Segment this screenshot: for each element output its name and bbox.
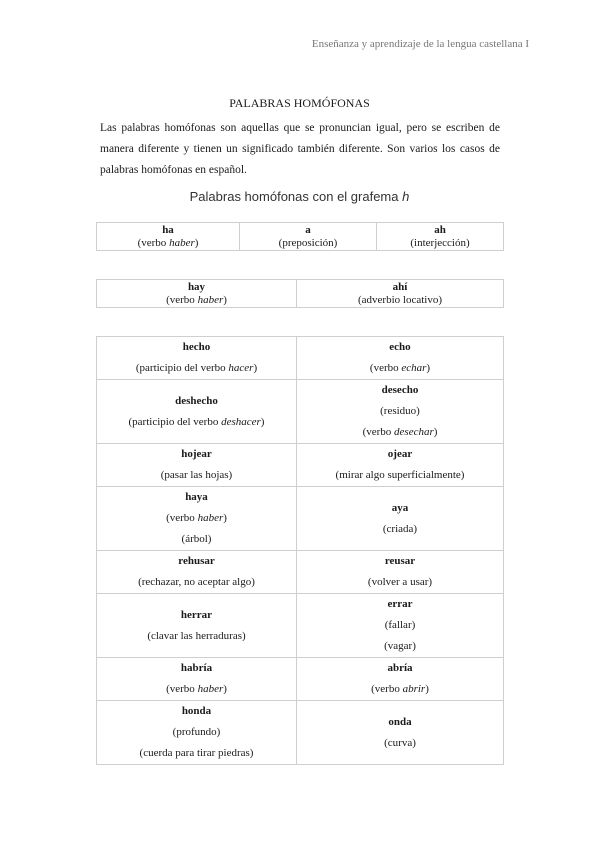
meaning-close: ) bbox=[260, 415, 265, 428]
table-cell bbox=[97, 658, 297, 701]
page-title: PALABRAS HOMÓFONAS bbox=[229, 96, 370, 110]
table-cell bbox=[97, 280, 297, 308]
section-subtitle bbox=[0, 189, 599, 204]
word: reusar bbox=[384, 555, 416, 567]
table-cell bbox=[97, 223, 240, 251]
meaning bbox=[97, 294, 296, 307]
meaning-close: ) bbox=[194, 236, 199, 249]
table-hay-ahi bbox=[96, 279, 504, 308]
word: hojear bbox=[181, 448, 212, 460]
meaning: (preposición) bbox=[278, 236, 338, 249]
meaning-verb: deshacer bbox=[221, 415, 261, 428]
running-header: Enseñanza y aprendizaje de la lengua castellana I bbox=[311, 38, 529, 50]
table-row bbox=[97, 487, 504, 551]
table-cell bbox=[97, 380, 297, 444]
meaning-text: (participio del verbo bbox=[128, 415, 222, 428]
table-cell bbox=[97, 701, 297, 765]
meaning-verb: haber bbox=[197, 512, 224, 524]
word: desecho bbox=[381, 384, 419, 396]
word: haya bbox=[185, 491, 208, 503]
table-row bbox=[97, 701, 504, 765]
table-cell bbox=[297, 658, 504, 701]
meaning-verb: echar bbox=[401, 362, 427, 374]
table-row bbox=[97, 658, 504, 701]
meaning bbox=[97, 237, 239, 250]
meaning-close: ) bbox=[253, 362, 258, 374]
meaning-text: (verbo bbox=[166, 683, 198, 695]
word: hay bbox=[187, 280, 206, 293]
table-cell bbox=[97, 487, 297, 551]
meaning: (árbol) bbox=[181, 533, 212, 545]
meaning: (adverbio locativo) bbox=[358, 293, 442, 306]
meaning bbox=[297, 422, 503, 443]
word: ojear bbox=[387, 448, 413, 460]
table-cell bbox=[297, 701, 504, 765]
word: ahí bbox=[392, 280, 408, 293]
word: ah bbox=[434, 223, 446, 236]
table-cell bbox=[297, 280, 504, 308]
meaning: (volver a usar) bbox=[367, 576, 433, 588]
meaning-close: ) bbox=[433, 426, 438, 438]
table-row bbox=[97, 223, 504, 251]
table-cell bbox=[97, 337, 297, 380]
subtitle-letter: h bbox=[402, 189, 410, 204]
meaning-close: ) bbox=[425, 683, 429, 695]
meaning: (curva) bbox=[384, 736, 416, 749]
meaning-verb: haber bbox=[197, 683, 224, 695]
meaning-verb: haber bbox=[169, 236, 195, 249]
table-cell bbox=[240, 223, 377, 251]
meaning-verb: abrir bbox=[402, 683, 426, 695]
table-row bbox=[97, 380, 504, 444]
meaning: (pasar las hojas) bbox=[160, 469, 233, 481]
table-cell bbox=[297, 594, 504, 658]
word: onda bbox=[388, 715, 412, 728]
meaning bbox=[297, 679, 503, 700]
meaning-text: (verbo bbox=[369, 362, 402, 374]
word: echo bbox=[389, 341, 411, 353]
table-row bbox=[97, 280, 504, 308]
table-homophones-h bbox=[96, 336, 504, 765]
table-cell bbox=[297, 444, 504, 487]
meaning-text: (verbo bbox=[371, 683, 403, 695]
meaning bbox=[97, 679, 296, 700]
table-row bbox=[97, 551, 504, 594]
meaning-text: (verbo bbox=[137, 236, 170, 249]
word: ha bbox=[162, 223, 174, 236]
word: deshecho bbox=[175, 394, 218, 407]
meaning: (criada) bbox=[382, 522, 418, 535]
word: errar bbox=[387, 598, 413, 610]
meaning: (profundo) bbox=[172, 726, 221, 738]
meaning bbox=[97, 412, 296, 433]
meaning bbox=[97, 358, 296, 379]
meaning: (fallar) bbox=[384, 619, 416, 631]
meaning-verb: desechar bbox=[394, 426, 434, 438]
meaning-close: ) bbox=[223, 512, 227, 524]
meaning-text: (verbo bbox=[166, 512, 198, 524]
meaning bbox=[297, 358, 503, 379]
meaning: (cuerda para tirar piedras) bbox=[139, 747, 254, 759]
word: hecho bbox=[182, 341, 211, 353]
word: honda bbox=[181, 705, 212, 717]
meaning bbox=[97, 508, 296, 529]
meaning-text: (participio del verbo bbox=[135, 362, 229, 374]
table-cell bbox=[97, 444, 297, 487]
table-ha-a-ah bbox=[96, 222, 504, 251]
meaning: (rechazar, no aceptar algo) bbox=[138, 576, 255, 588]
meaning-verb: haber bbox=[197, 293, 224, 306]
word: rehusar bbox=[178, 555, 215, 567]
meaning: (mirar algo superficialmente) bbox=[335, 469, 465, 481]
table-row bbox=[97, 594, 504, 658]
table-row bbox=[97, 337, 504, 380]
meaning-close: ) bbox=[223, 683, 227, 695]
table-cell bbox=[297, 337, 504, 380]
meaning-text: (verbo bbox=[166, 293, 198, 306]
meaning-text: (verbo bbox=[362, 426, 395, 438]
meaning: (interjección) bbox=[410, 236, 470, 249]
meaning-verb: hacer bbox=[228, 362, 254, 374]
table-row bbox=[97, 444, 504, 487]
word: a bbox=[305, 223, 311, 236]
table-cell bbox=[297, 380, 504, 444]
meaning-close: ) bbox=[426, 362, 431, 374]
subtitle-text: Palabras homófonas con el grafema bbox=[189, 189, 403, 204]
meaning-close: ) bbox=[223, 293, 227, 306]
word: abría bbox=[387, 662, 413, 674]
table-cell bbox=[377, 223, 504, 251]
table-cell bbox=[97, 551, 297, 594]
table-cell bbox=[97, 594, 297, 658]
intro-paragraph: Las palabras homófonas son aquellas que se pronuncian igual, pero se escriben de manera diferente y tienen un significado también diferente. Son varios los casos de palabras homófonas en español. bbox=[100, 122, 500, 176]
word: herrar bbox=[180, 608, 213, 621]
meaning: (vagar) bbox=[384, 640, 416, 652]
meaning: (clavar las herraduras) bbox=[147, 629, 246, 642]
word: aya bbox=[391, 501, 409, 514]
word: habría bbox=[180, 662, 213, 674]
meaning: (residuo) bbox=[380, 405, 420, 417]
table-cell bbox=[297, 487, 504, 551]
table-cell bbox=[297, 551, 504, 594]
